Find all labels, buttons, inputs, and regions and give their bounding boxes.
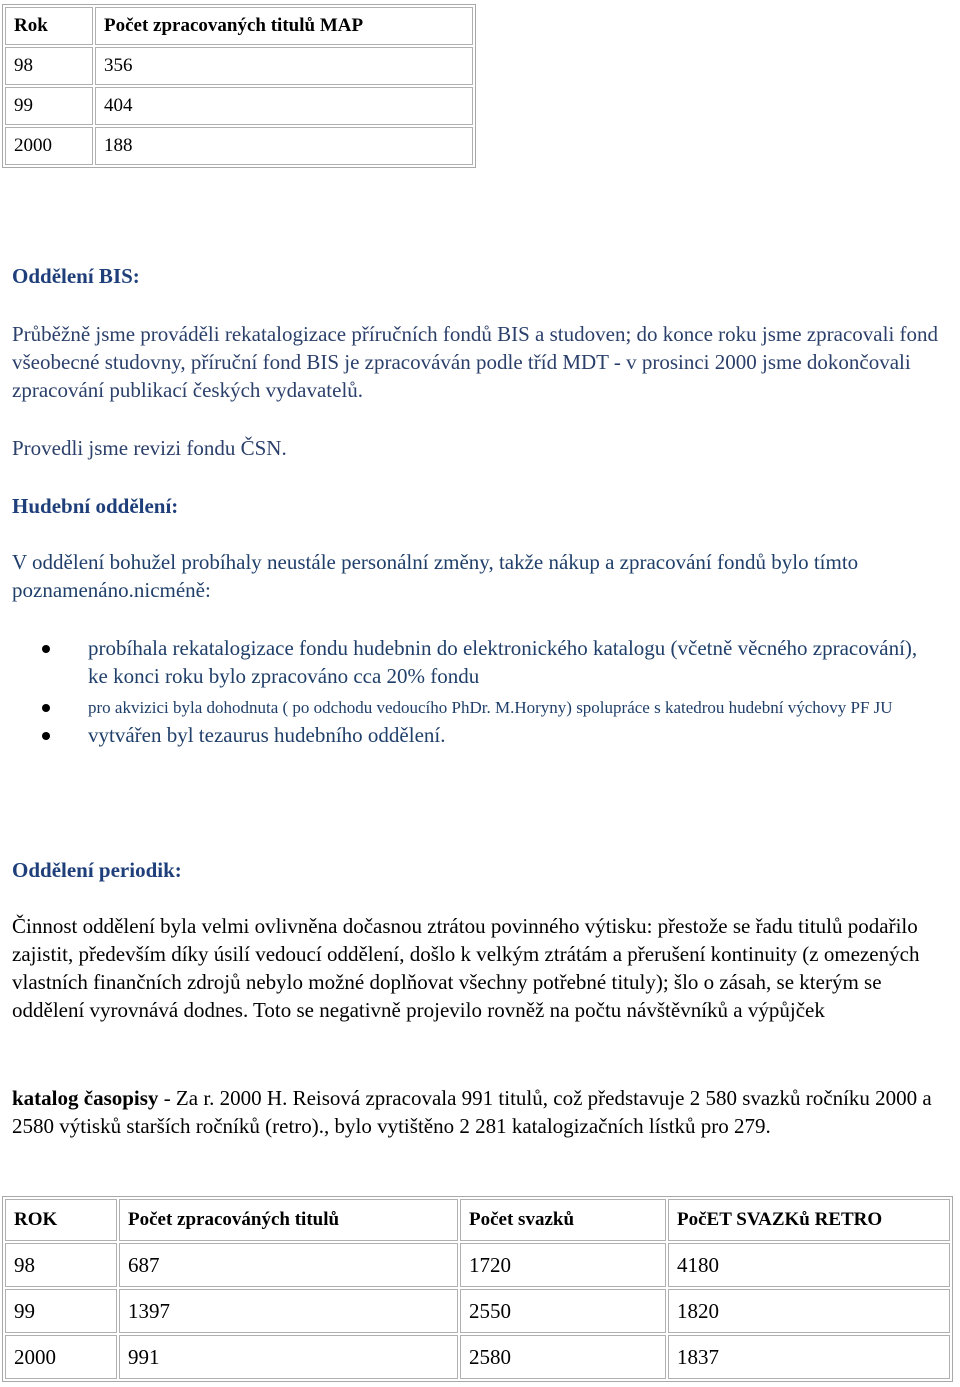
- bis-revision-text: Provedli jsme revizi fondu ČSN.: [12, 436, 287, 460]
- table-cell: 404: [95, 87, 473, 125]
- table-cell: 1397: [119, 1289, 458, 1333]
- table-cell: 4180: [668, 1243, 950, 1287]
- table-cell: 991: [119, 1335, 458, 1379]
- table-row: [5, 1289, 950, 1333]
- music-bullet-list: [40, 634, 940, 749]
- table-row: [5, 127, 473, 165]
- section-heading-music: Hudební oddělení:: [12, 494, 179, 518]
- table-cell: 356: [95, 47, 473, 85]
- catalog-text: - Za r. 2000 H. Reisová zpracovala 991 titulů, což představuje 2 580 svazků ročníku 2000 a 2580 výtisků starších ročníků (retro)., bylo vytištěno 2 281 katalogizačních lístků pro 279.: [12, 1086, 932, 1138]
- table-cell: 1837: [668, 1335, 950, 1379]
- section-heading-periodicals: Oddělení periodik:: [12, 858, 182, 882]
- periodicals-table: [2, 1196, 953, 1382]
- table-row: [5, 1335, 950, 1379]
- table-header-cell: PočET SVAZKů RETRO: [668, 1199, 950, 1241]
- table-row: [5, 1243, 950, 1287]
- map-titles-table: [2, 4, 476, 168]
- table-header-cell: Počet zpracovaných titulů MAP: [95, 7, 473, 45]
- table-cell: 2580: [460, 1335, 666, 1379]
- table-header-cell: Počet svazků: [460, 1199, 666, 1241]
- list-item: pro akvizici byla dohodnuta ( po odchodu vedoucího PhDr. M.Horyny) spolupráce s katedrou hudební výchovy PF JU: [40, 696, 940, 719]
- table-cell: 98: [5, 1243, 117, 1287]
- table-cell: 2000: [5, 127, 93, 165]
- table-cell: 99: [5, 1289, 117, 1333]
- bis-paragraph: Průběžně jsme prováděli rekatalogizace příručních fondů BIS a studoven; do konce roku jsme zpracovali fond všeobecné studovny, příruční fond BIS je zpracováván podle tříd MDT - v prosinci 2000 jsme dokončovali zpracování publikací českých vydavatelů.: [12, 322, 939, 402]
- music-paragraph: V oddělení bohužel probíhaly neustále personální změny, takže nákup a zpracování fondů bylo tímto poznamenáno.nicméně:: [12, 550, 859, 602]
- periodicals-paragraph: Činnost oddělení byla velmi ovlivněna dočasnou ztrátou povinného výtisku: přestože se řadu titulů podařilo zajistit, především díky úsilí vedoucí oddělení, došlo k velkým ztrátám a přerušení kontinuity (z omezených vlastních finančních zdrojů nebylo možné doplňovat všechny potřebné tituly); šlo o zásah, se kterým se oddělení vyrovnává dodnes. Toto se negativně projevilo rovněž na počtu návštěvníků a výpůjček: [12, 914, 920, 1022]
- table-cell: 1820: [668, 1289, 950, 1333]
- section-heading-bis: Oddělení BIS:: [12, 264, 140, 288]
- table-header-cell: Počet zpracováných titulů: [119, 1199, 458, 1241]
- table-cell: 687: [119, 1243, 458, 1287]
- table-row: [5, 87, 473, 125]
- catalog-paragraph: [12, 1084, 952, 1140]
- table-cell: 188: [95, 127, 473, 165]
- table-cell: 99: [5, 87, 93, 125]
- table-cell: 2000: [5, 1335, 117, 1379]
- catalog-label: katalog časopisy: [12, 1086, 159, 1110]
- table-header-cell: ROK: [5, 1199, 117, 1241]
- table-cell: 1720: [460, 1243, 666, 1287]
- table-header-cell: Rok: [5, 7, 93, 45]
- table-row: [5, 47, 473, 85]
- table-header-row: [5, 7, 473, 45]
- table-header-row: [5, 1199, 950, 1241]
- table-cell: 98: [5, 47, 93, 85]
- list-item: probíhala rekatalogizace fondu hudebnin do elektronického katalogu (včetně věcného zpracování), ke konci roku bylo zpracováno cca 20% fondu: [40, 634, 940, 690]
- table-cell: 2550: [460, 1289, 666, 1333]
- list-item: vytvářen byl tezaurus hudebního oddělení.: [40, 721, 940, 749]
